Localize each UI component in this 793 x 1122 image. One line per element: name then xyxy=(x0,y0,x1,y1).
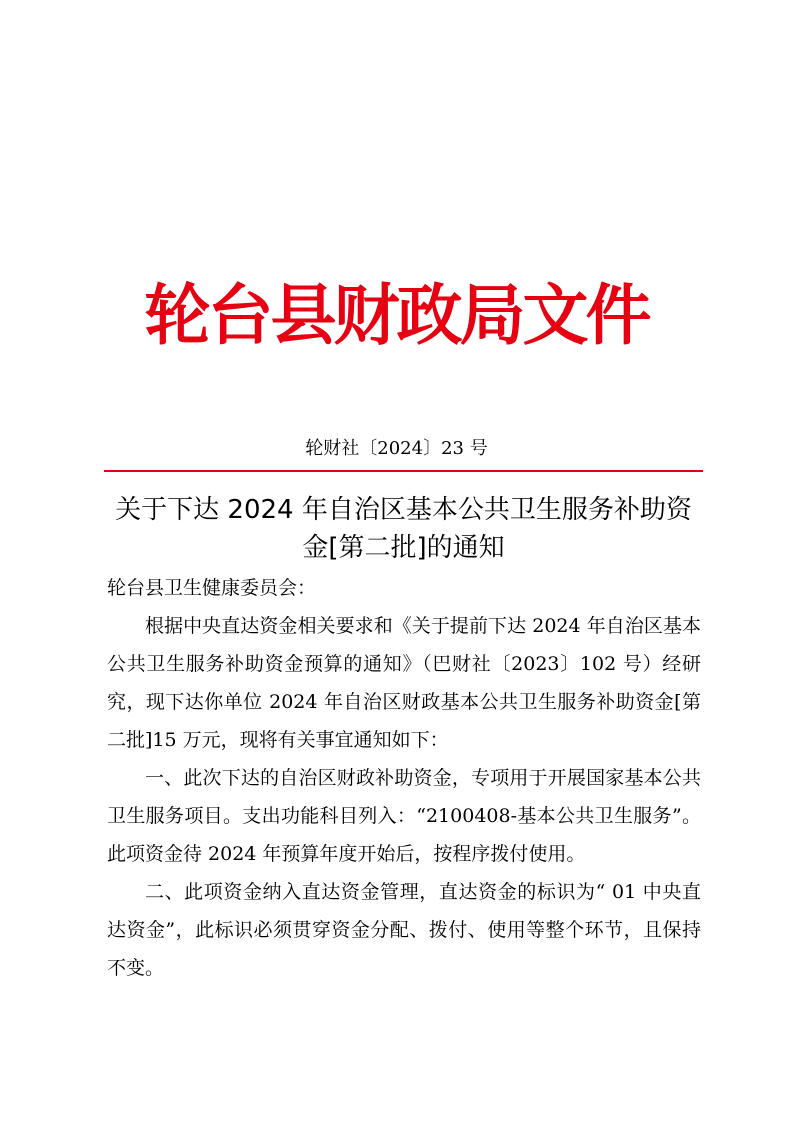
notice-title: 关于下达 2024 年自治区基本公共卫生服务补助资金[第二批]的通知 xyxy=(115,495,692,563)
issuer-header-title: 轮台县财政局文件 xyxy=(144,276,649,354)
red-separator-line xyxy=(104,470,703,472)
body-paragraph: 根据中央直达资金相关要求和《关于提前下达 2024 年自治区基本公共卫生服务补助资金预算的通知》（巴财社〔2023〕102 号）经研究，现下达你单位 2024 年自治区财政基本公共卫生服务补助资金[第二批]15 万元，现将有关事宜通知如下： xyxy=(107,615,701,751)
recipient-line: 轮台县卫生健康委员会： xyxy=(107,577,317,599)
document-number: 轮财社〔2024〕23 号 xyxy=(305,438,488,459)
notice-body xyxy=(107,569,701,987)
body-paragraph: 一、此次下达的自治区财政补助资金，专项用于开展国家基本公共卫生服务项目。支出功能科目列入：“2100408-基本公共卫生服务”。此项资金待 2024 年预算年度开始后，按程序拨付使用。 xyxy=(107,767,701,865)
body-paragraph: 二、此项资金纳入直达资金管理，直达资金的标识为“ 01 中央直达资金”，此标识必须贯穿资金分配、拨付、使用等整个环节，且保持不变。 xyxy=(107,881,701,979)
